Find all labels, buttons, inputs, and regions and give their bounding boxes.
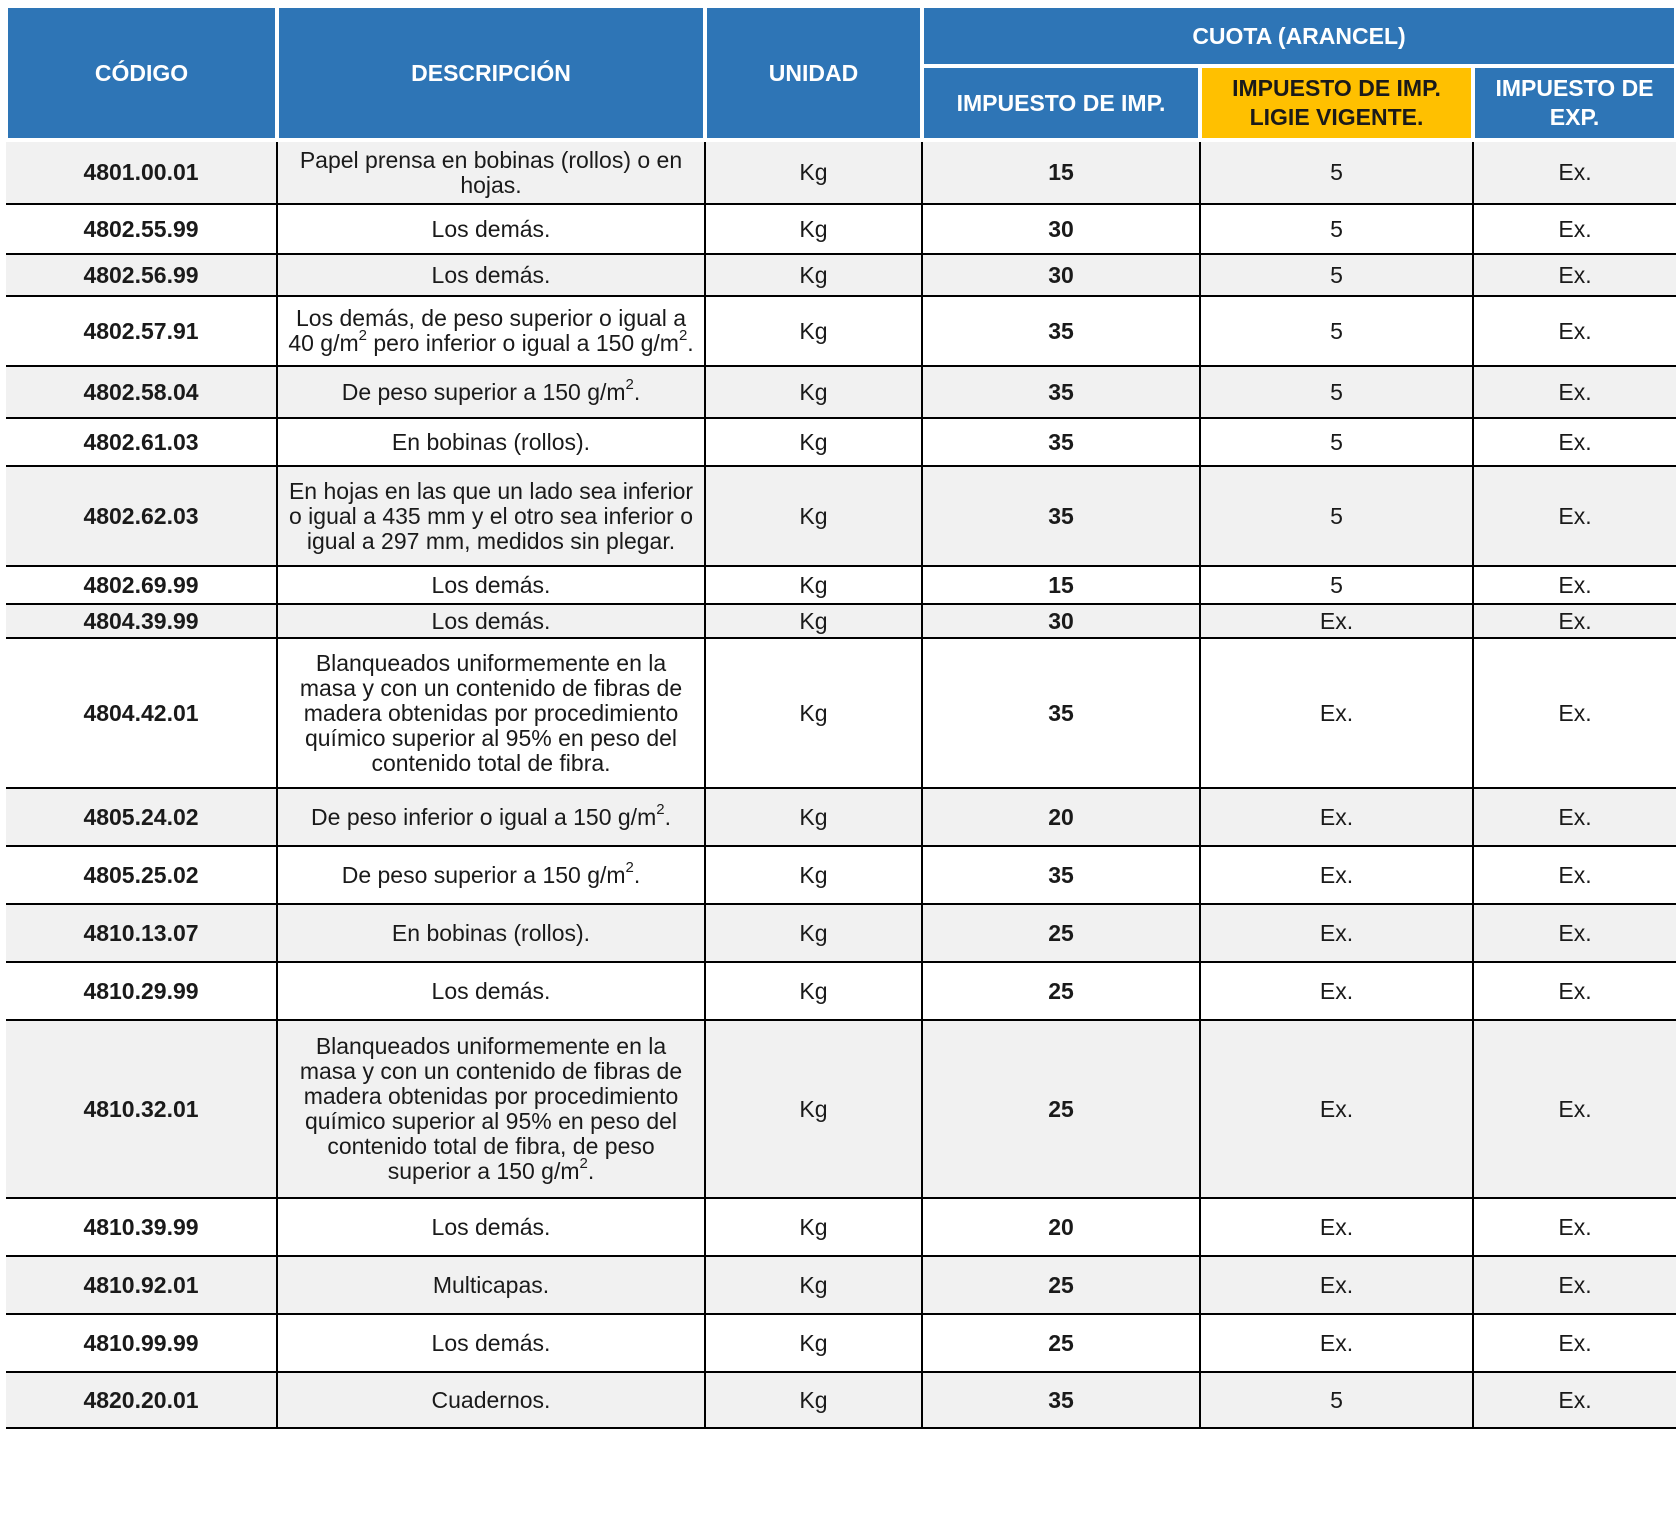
cell-codigo: 4810.29.99 [6,962,277,1020]
cell-impuesto-exp: Ex. [1473,254,1676,296]
header-unidad: UNIDAD [705,6,922,140]
cell-descripcion: Los demás. [277,1314,705,1372]
cell-impuesto-imp: 35 [922,418,1200,466]
table-row [6,788,1676,846]
cell-impuesto-exp: Ex. [1473,1020,1676,1198]
cell-codigo: 4810.39.99 [6,1198,277,1256]
table-row [6,962,1676,1020]
cell-impuesto-exp: Ex. [1473,140,1676,204]
cell-codigo: 4802.61.03 [6,418,277,466]
cell-impuesto-imp: 35 [922,296,1200,366]
cell-unidad: Kg [705,366,922,418]
cell-impuesto-ligie: 5 [1200,140,1473,204]
cell-descripcion: De peso superior a 150 $g/m^2$. [277,846,705,904]
cell-impuesto-ligie: 5 [1200,466,1473,566]
cell-codigo: 4805.24.02 [6,788,277,846]
cell-unidad: Kg [705,566,922,604]
table-row [6,140,1676,204]
cell-unidad: Kg [705,638,922,788]
table-row [6,846,1676,904]
cell-unidad: Kg [705,1314,922,1372]
header-impuesto-imp: IMPUESTO DE IMP. [922,66,1200,140]
header-codigo: CÓDIGO [6,6,277,140]
cell-impuesto-imp: 15 [922,140,1200,204]
cell-impuesto-exp: Ex. [1473,638,1676,788]
cell-impuesto-imp: 20 [922,788,1200,846]
cell-impuesto-ligie: 5 [1200,366,1473,418]
cell-unidad: Kg [705,1198,922,1256]
cell-codigo: 4802.62.03 [6,466,277,566]
cell-impuesto-ligie: 5 [1200,296,1473,366]
cell-codigo: 4802.57.91 [6,296,277,366]
cell-impuesto-ligie: Ex. [1200,1314,1473,1372]
cell-impuesto-imp: 30 [922,254,1200,296]
cell-impuesto-imp: 35 [922,846,1200,904]
cell-descripcion: Los demás, de peso superior o igual a 40 $g/m^2$ pero inferior o igual a 150 $g/m^2$. [277,296,705,366]
header-descripcion: DESCRIPCIÓN [277,6,705,140]
cell-unidad: Kg [705,140,922,204]
cell-descripcion: De peso inferior o igual a 150 $g/m^2$. [277,788,705,846]
table-row [6,1372,1676,1428]
table-row [6,1256,1676,1314]
cell-impuesto-ligie: Ex. [1200,1256,1473,1314]
cell-codigo: 4802.69.99 [6,566,277,604]
cell-descripcion: De peso superior a 150 $g/m^2$. [277,366,705,418]
cell-unidad: Kg [705,1020,922,1198]
cell-unidad: Kg [705,604,922,638]
cell-impuesto-imp: 35 [922,1372,1200,1428]
cell-impuesto-exp: Ex. [1473,418,1676,466]
cell-impuesto-exp: Ex. [1473,962,1676,1020]
cell-codigo: 4810.92.01 [6,1256,277,1314]
cell-impuesto-exp: Ex. [1473,1256,1676,1314]
cell-impuesto-ligie: 5 [1200,566,1473,604]
table-row [6,1314,1676,1372]
cell-impuesto-exp: Ex. [1473,604,1676,638]
cell-impuesto-imp: 25 [922,1256,1200,1314]
cell-impuesto-ligie: 5 [1200,418,1473,466]
cell-impuesto-imp: 25 [922,962,1200,1020]
cell-codigo: 4801.00.01 [6,140,277,204]
cell-unidad: Kg [705,1372,922,1428]
cell-impuesto-ligie: Ex. [1200,1198,1473,1256]
cell-codigo: 4802.56.99 [6,254,277,296]
cell-codigo: 4802.58.04 [6,366,277,418]
table-row [6,1020,1676,1198]
cell-codigo: 4810.99.99 [6,1314,277,1372]
cell-impuesto-ligie: Ex. [1200,846,1473,904]
cell-impuesto-imp: 30 [922,604,1200,638]
cell-impuesto-ligie: Ex. [1200,604,1473,638]
cell-impuesto-exp: Ex. [1473,1314,1676,1372]
cell-descripcion: Multicapas. [277,1256,705,1314]
table-row [6,204,1676,254]
cell-descripcion: En hojas en las que un lado sea inferior o igual a 435 mm y el otro sea inferior o igual a 297 mm, medidos sin plegar. [277,466,705,566]
cell-impuesto-imp: 25 [922,1020,1200,1198]
cell-unidad: Kg [705,846,922,904]
table-row [6,466,1676,566]
cell-descripcion: Blanqueados uniformemente en la masa y con un contenido de fibras de madera obtenidas por procedimiento químico superior al 95% en peso del contenido total de fibra, de peso superior a 150 $g/m^2$. [277,1020,705,1198]
cell-impuesto-imp: 30 [922,204,1200,254]
cell-unidad: Kg [705,296,922,366]
table-row [6,904,1676,962]
cell-descripcion: En bobinas (rollos). [277,418,705,466]
cell-impuesto-ligie: 5 [1200,204,1473,254]
cell-unidad: Kg [705,254,922,296]
table-row [6,296,1676,366]
cell-codigo: 4804.42.01 [6,638,277,788]
table-row [6,366,1676,418]
cell-descripcion: Los demás. [277,204,705,254]
cell-unidad: Kg [705,962,922,1020]
header-cuota: CUOTA (ARANCEL) [922,6,1676,66]
cell-descripcion: Cuadernos. [277,1372,705,1428]
cell-descripcion: Blanqueados uniformemente en la masa y con un contenido de fibras de madera obtenidas por procedimiento químico superior al 95% en peso del contenido total de fibra. [277,638,705,788]
cell-impuesto-ligie: Ex. [1200,638,1473,788]
cell-impuesto-imp: 25 [922,904,1200,962]
cell-descripcion: Los demás. [277,1198,705,1256]
cell-descripcion: Los demás. [277,566,705,604]
cell-unidad: Kg [705,418,922,466]
table-row [6,418,1676,466]
cell-codigo: 4802.55.99 [6,204,277,254]
cell-impuesto-exp: Ex. [1473,846,1676,904]
cell-codigo: 4805.25.02 [6,846,277,904]
table-row [6,566,1676,604]
table-row [6,638,1676,788]
table-row [6,254,1676,296]
cell-descripcion: Los demás. [277,604,705,638]
header-impuesto-exp: IMPUESTO DE EXP. [1473,66,1676,140]
cell-impuesto-ligie: Ex. [1200,1020,1473,1198]
cell-impuesto-imp: 35 [922,466,1200,566]
tariff-table [4,4,1678,1429]
cell-impuesto-exp: Ex. [1473,204,1676,254]
cell-unidad: Kg [705,788,922,846]
cell-impuesto-exp: Ex. [1473,788,1676,846]
cell-impuesto-exp: Ex. [1473,296,1676,366]
cell-impuesto-imp: 35 [922,366,1200,418]
cell-impuesto-ligie: Ex. [1200,788,1473,846]
cell-descripcion: Los demás. [277,962,705,1020]
cell-impuesto-exp: Ex. [1473,904,1676,962]
cell-impuesto-imp: 15 [922,566,1200,604]
cell-impuesto-exp: Ex. [1473,366,1676,418]
cell-impuesto-imp: 35 [922,638,1200,788]
cell-impuesto-exp: Ex. [1473,466,1676,566]
cell-codigo: 4804.39.99 [6,604,277,638]
cell-impuesto-imp: 25 [922,1314,1200,1372]
cell-unidad: Kg [705,466,922,566]
cell-unidad: Kg [705,1256,922,1314]
cell-impuesto-ligie: Ex. [1200,904,1473,962]
cell-descripcion: En bobinas (rollos). [277,904,705,962]
cell-impuesto-imp: 20 [922,1198,1200,1256]
cell-codigo: 4810.13.07 [6,904,277,962]
cell-impuesto-exp: Ex. [1473,1372,1676,1428]
cell-unidad: Kg [705,904,922,962]
cell-codigo: 4810.32.01 [6,1020,277,1198]
cell-impuesto-ligie: Ex. [1200,962,1473,1020]
cell-impuesto-ligie: 5 [1200,254,1473,296]
cell-unidad: Kg [705,204,922,254]
cell-codigo: 4820.20.01 [6,1372,277,1428]
cell-descripcion: Los demás. [277,254,705,296]
cell-impuesto-exp: Ex. [1473,1198,1676,1256]
cell-descripcion: Papel prensa en bobinas (rollos) o en hojas. [277,140,705,204]
table-row [6,604,1676,638]
table-body [6,140,1676,1428]
table-row [6,1198,1676,1256]
cell-impuesto-ligie: 5 [1200,1372,1473,1428]
cell-impuesto-exp: Ex. [1473,566,1676,604]
header-impuesto-imp-ligie: IMPUESTO DE IMP. LIGIE VIGENTE. [1200,66,1473,140]
